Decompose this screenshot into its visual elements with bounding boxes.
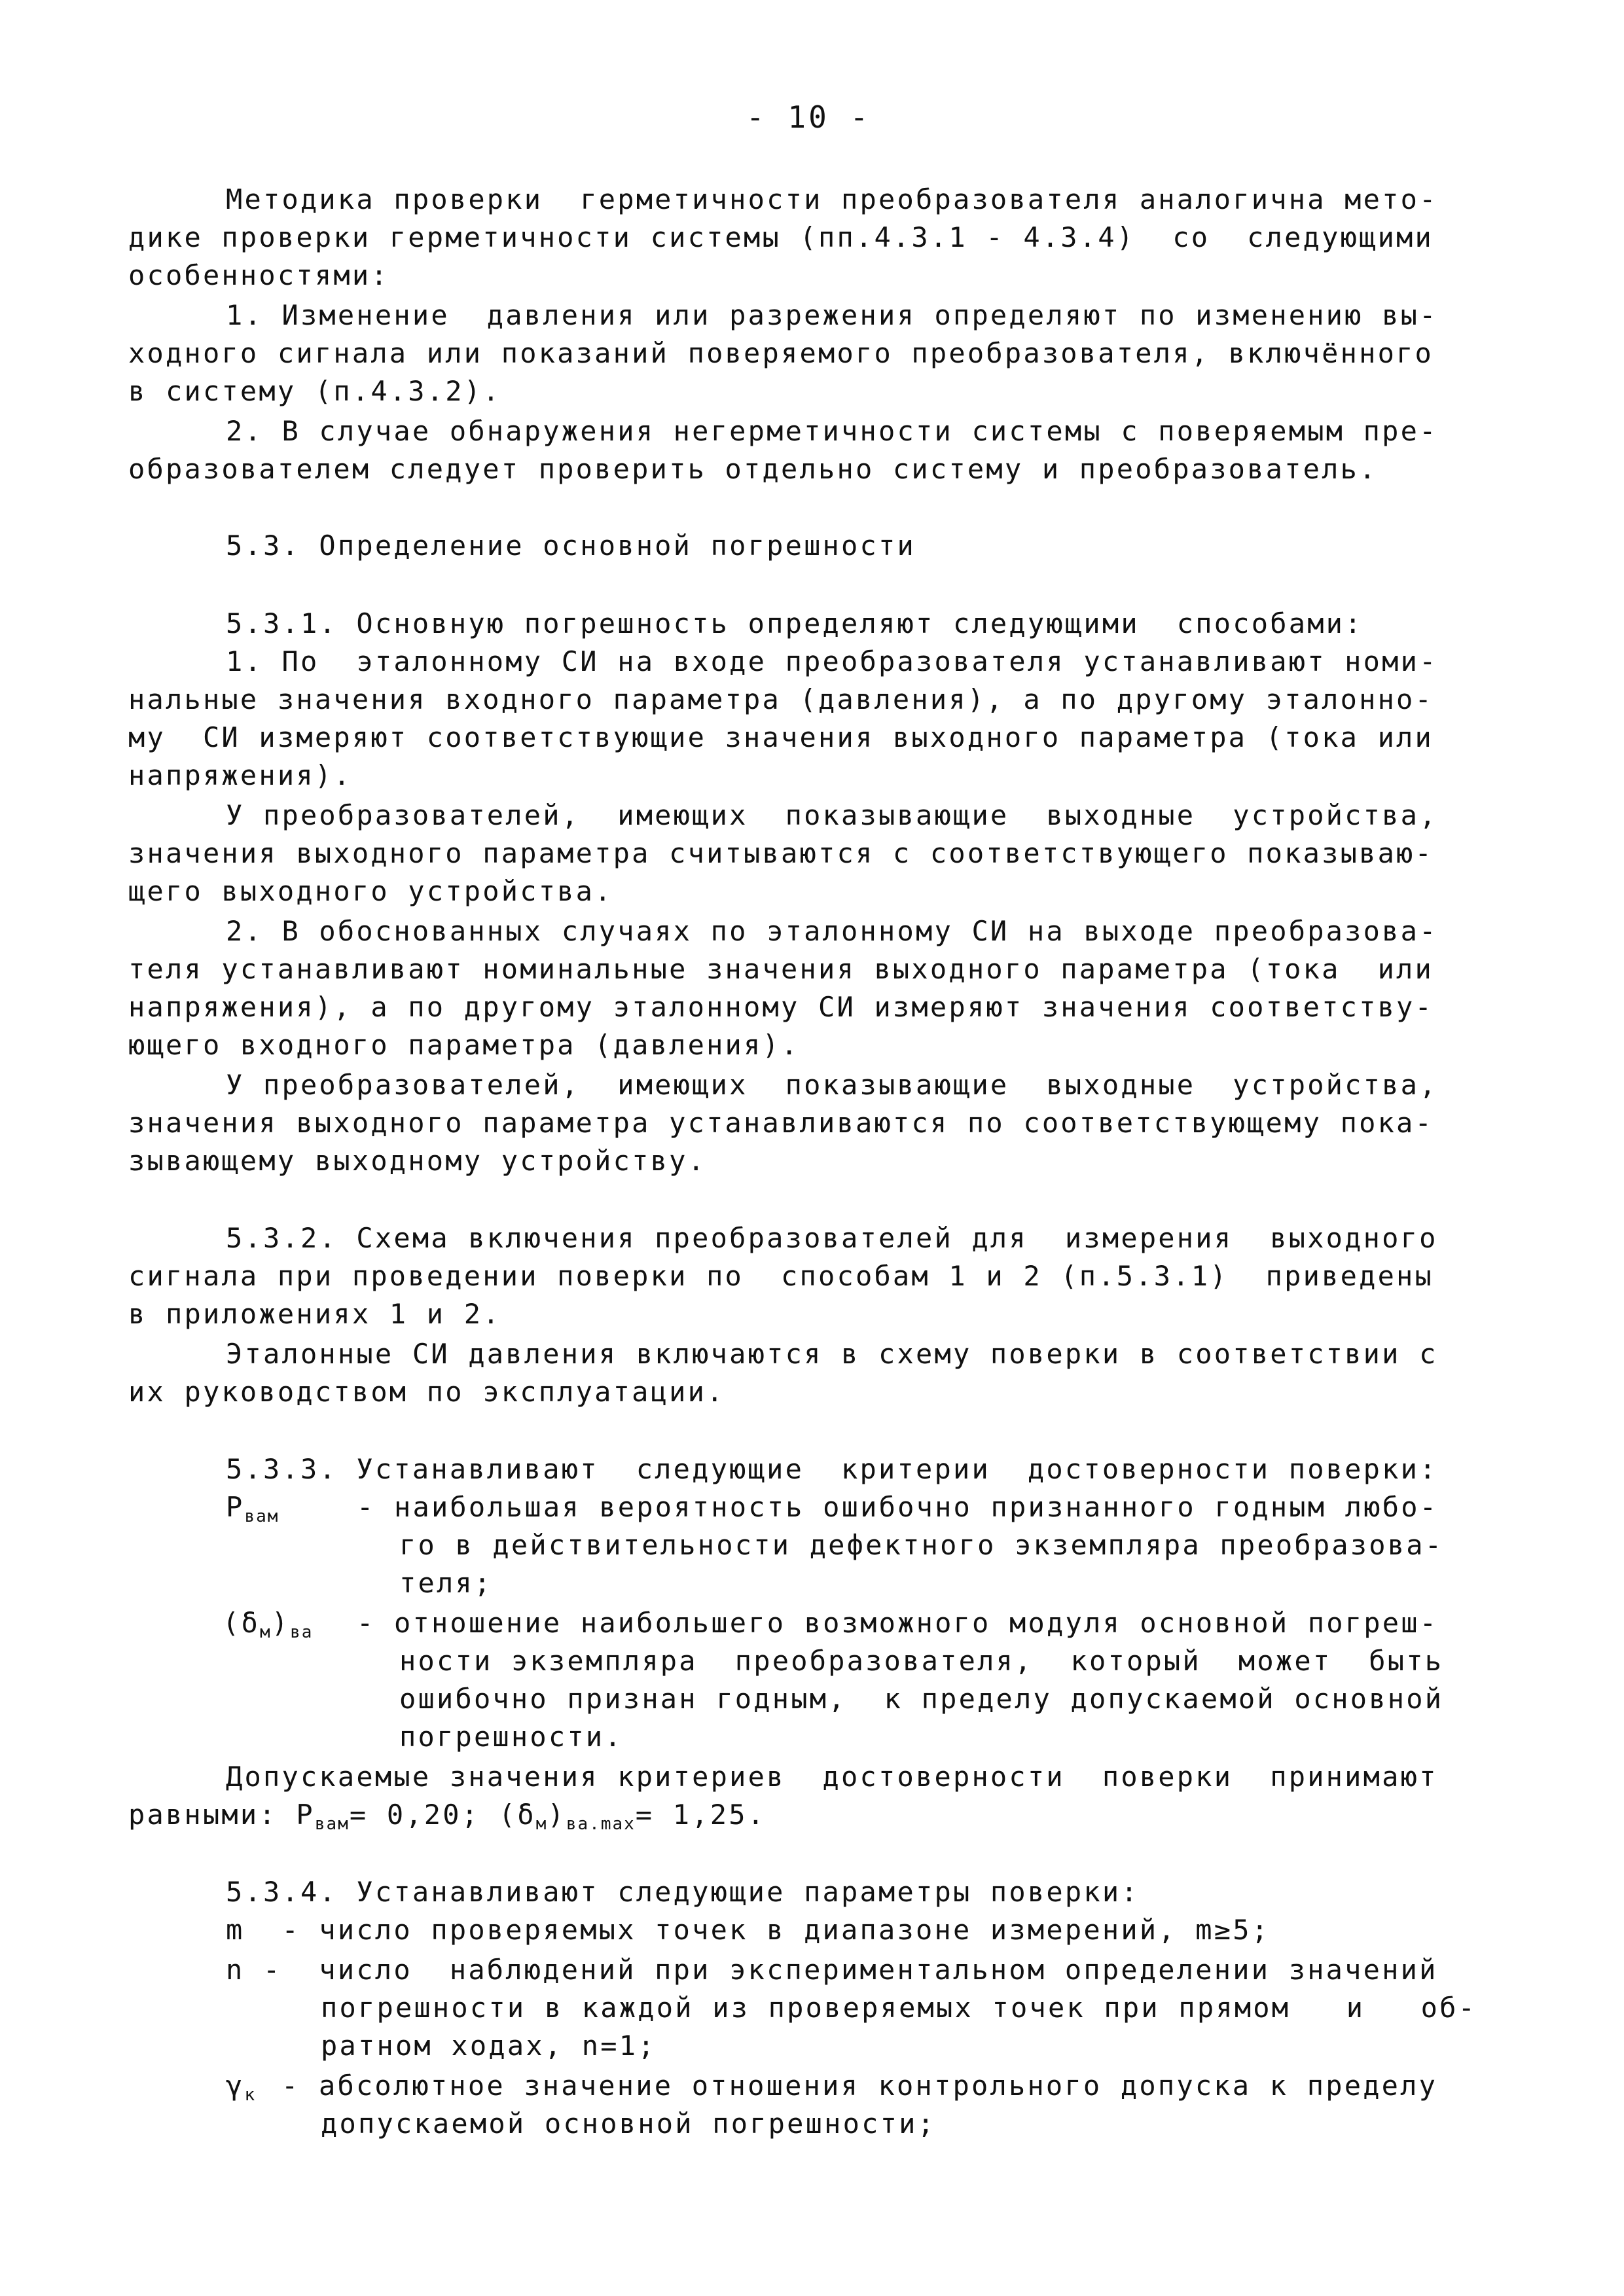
text-line: ющего входного параметра (давления). — [128, 1029, 800, 1061]
text-line: Методика проверки герметичности преобразователя аналогична мето- — [226, 183, 1438, 215]
text-line: напряжения). — [128, 759, 352, 791]
text-line: напряжения), а по другому эталонному СИ измеряют значения соответству- — [128, 991, 1434, 1023]
text-line: 1. По эталонному СИ на входе преобразователя устанавливают номи- — [226, 645, 1438, 677]
symbol-gamma-k: $\gamma_к$ — [226, 2070, 257, 2105]
symbol-delta-va: $(\delta_м)_{ва}$ — [223, 1607, 314, 1642]
text-line: - наибольшая вероятность ошибочно признанного годным любо- — [357, 1491, 1439, 1523]
text-line: го в действительности дефектного экземпляра преобразова- — [399, 1529, 1444, 1561]
text-line: Допускаемые значения критериев достоверности поверки принимают — [226, 1761, 1438, 1793]
text-line: теля; — [399, 1567, 493, 1599]
text-line: - абсолютное значение отношения контрольного допуска к пределу — [281, 2070, 1438, 2102]
text-line: погрешности. — [399, 1721, 623, 1753]
text-line: значения выходного параметра считываются с соответствующего показываю- — [128, 837, 1434, 869]
text-line: ратном ходах, n=1; — [321, 2030, 657, 2062]
symbol-p-vam: $Р_{вам}$ — [226, 1491, 280, 1526]
text-line: - отношение наибольшего возможного модуля основной погреш- — [357, 1607, 1439, 1639]
text-line: n - число наблюдений при экспериментальном определении значений — [226, 1954, 1438, 1986]
criteria-values-line: равными: $Р_{вам}= 0,20$; $(\delta_м)_{ва.max}= 1,25$. — [128, 1799, 767, 1834]
text-line: 2. В обоснованных случаях по эталонному СИ на выходе преобразова- — [226, 915, 1438, 947]
text-line: теля устанавливают номинальные значения выходного параметра (тока или — [128, 953, 1434, 985]
text-line: 5.3.4. Устанавливают следующие параметры поверки: — [226, 1876, 1140, 1908]
text-line: в систему (п.4.3.2). — [128, 375, 501, 407]
text-line: 5.3.2. Схема включения преобразователей для измерения выходного — [226, 1222, 1438, 1254]
text-line: ходного сигнала или показаний поверяемого преобразователя, включённого — [128, 337, 1434, 369]
section-heading: 5.3. Определение основной погрешности — [226, 529, 916, 562]
text-line: щего выходного устройства. — [128, 875, 613, 907]
text-line: 1. Изменение давления или разрежения определяют по изменению вы- — [226, 299, 1438, 331]
text-line: ошибочно признан годным, к пределу допускаемой основной — [399, 1683, 1444, 1715]
text-line: погрешности в каждой из проверяемых точек при прямом и об- — [321, 1992, 1477, 2024]
text-line: значения выходного параметра устанавливаются по соответствующему пока- — [128, 1107, 1434, 1139]
text-line: У преобразователей, имеющих показывающие выходные устройства, — [226, 1069, 1438, 1101]
text-line: ности экземпляра преобразователя, который может быть — [399, 1645, 1444, 1677]
text-line: 5.3.3. Устанавливают следующие критерии достоверности поверки: — [226, 1453, 1438, 1485]
text-line: 5.3.1. Основную погрешность определяют следующими способами: — [226, 607, 1363, 639]
text-line: У преобразователей, имеющих показывающие выходные устройства, — [226, 799, 1438, 831]
text-line: допускаемой основной погрешности; — [321, 2108, 937, 2140]
text-line: m - число проверяемых точек в диапазоне измерений, m≥5; — [226, 1914, 1271, 1946]
text-line: зывающему выходному устройству. — [128, 1145, 707, 1177]
page-number: - 10 - — [746, 99, 871, 135]
text-line: образователем следует проверить отдельно систему и преобразователь. — [128, 453, 1378, 485]
text-line: дике проверки герметичности системы (пп.4.3.1 - 4.3.4) со следующими — [128, 221, 1434, 253]
text-line: 2. В случае обнаружения негерметичности системы с поверяемым пре- — [226, 415, 1438, 447]
text-line: нальные значения входного параметра (давления), а по другому эталонно- — [128, 683, 1434, 715]
text-line: му СИ измеряют соответствующие значения выходного параметра (тока или — [128, 721, 1434, 753]
text-line: в приложениях 1 и 2. — [128, 1298, 501, 1330]
text-line: сигнала при проведении поверки по способам 1 и 2 (п.5.3.1) приведены — [128, 1260, 1434, 1292]
text-line: Эталонные СИ давления включаются в схему поверки в соответствии с — [226, 1338, 1438, 1370]
text-line: особенностями: — [128, 259, 389, 291]
text-line: их руководством по эксплуатации. — [128, 1376, 725, 1408]
